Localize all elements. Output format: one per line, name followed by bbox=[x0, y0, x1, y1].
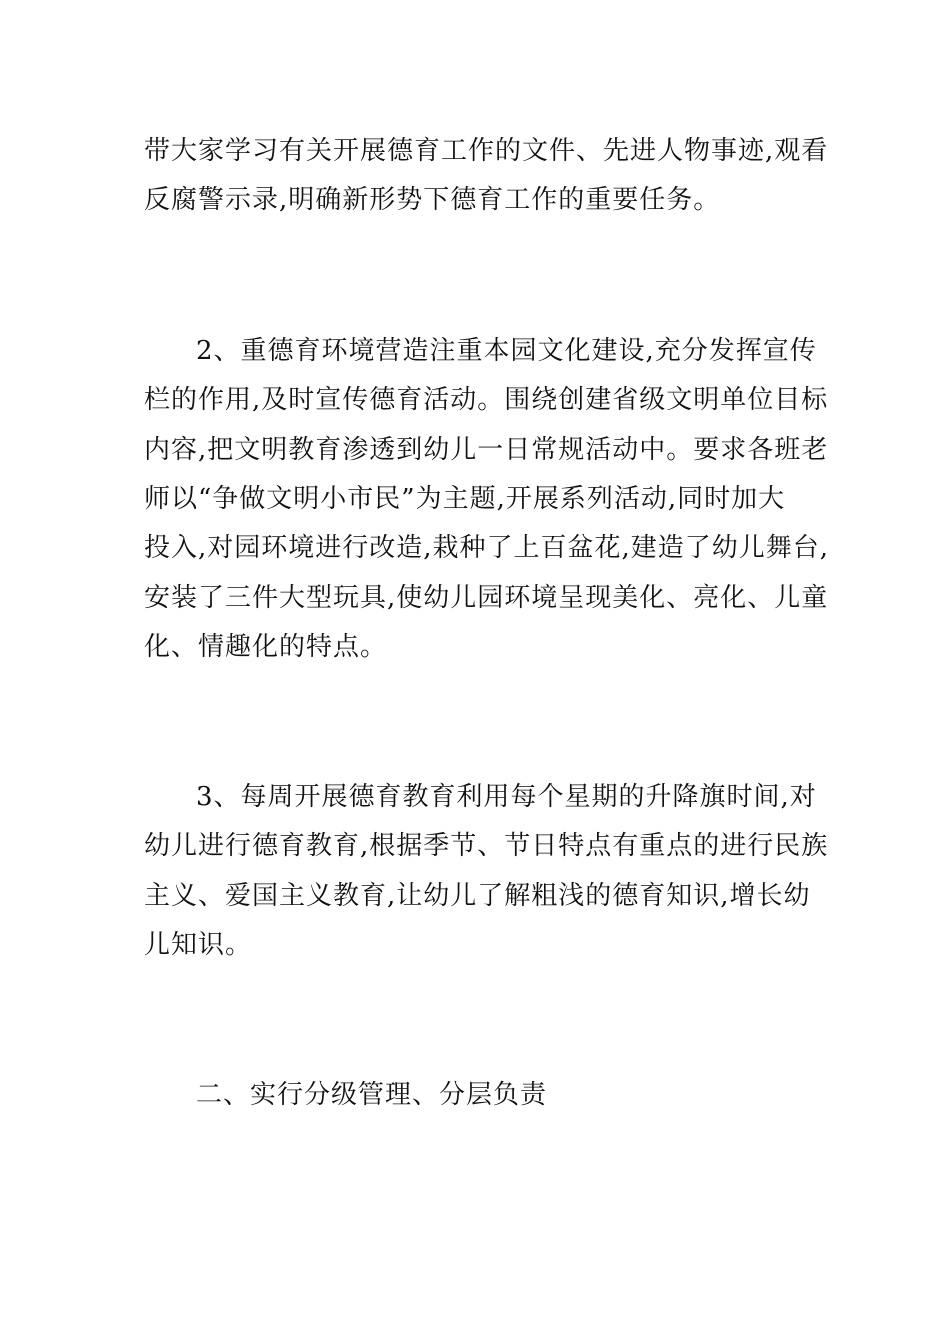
paragraph-2-line-1: 2、重德育环境营造注重本园文化建设,充分发挥宣传 bbox=[196, 336, 817, 366]
paragraph-2-line-7: 化、情趣化的特点。 bbox=[144, 632, 388, 662]
paragraph-1-line-1: 带大家学习有关开展德育工作的文件、先进人物事迹,观看 bbox=[144, 136, 829, 166]
paragraph-3-line-1: 3、每周开展德育教育利用每个星期的升降旗时间,对 bbox=[196, 782, 817, 812]
paragraph-3-line-3: 主义、爱国主义教育,让幼儿了解粗浅的德育知识,增长幼 bbox=[144, 881, 811, 911]
paragraph-2-line-5: 投入,对园环境进行改造,栽种了上百盆花,建造了幼儿舞台, bbox=[144, 533, 830, 563]
paragraph-3-line-4: 儿知识。 bbox=[144, 930, 253, 960]
paragraph-3-line-2: 幼儿进行德育教育,根据季节、节日特点有重点的进行民族 bbox=[144, 831, 829, 861]
paragraph-2-line-4: 师以“争做文明小市民”为主题,开展系列活动,同时加大 bbox=[144, 484, 786, 514]
paragraph-2-line-2: 栏的作用,及时宣传德育活动。围绕创建省级文明单位目标 bbox=[144, 385, 829, 415]
section-heading: 二、实行分级管理、分层负责 bbox=[196, 1080, 548, 1110]
paragraph-1-line-2: 反腐警示录,明确新形势下德育工作的重要任务。 bbox=[144, 185, 721, 215]
paragraph-2-line-3: 内容,把文明教育渗透到幼儿一日常规活动中。要求各班老 bbox=[144, 435, 829, 465]
paragraph-2-line-6: 安装了三件大型玩具,使幼儿园环境呈现美化、亮化、儿童 bbox=[144, 583, 829, 613]
